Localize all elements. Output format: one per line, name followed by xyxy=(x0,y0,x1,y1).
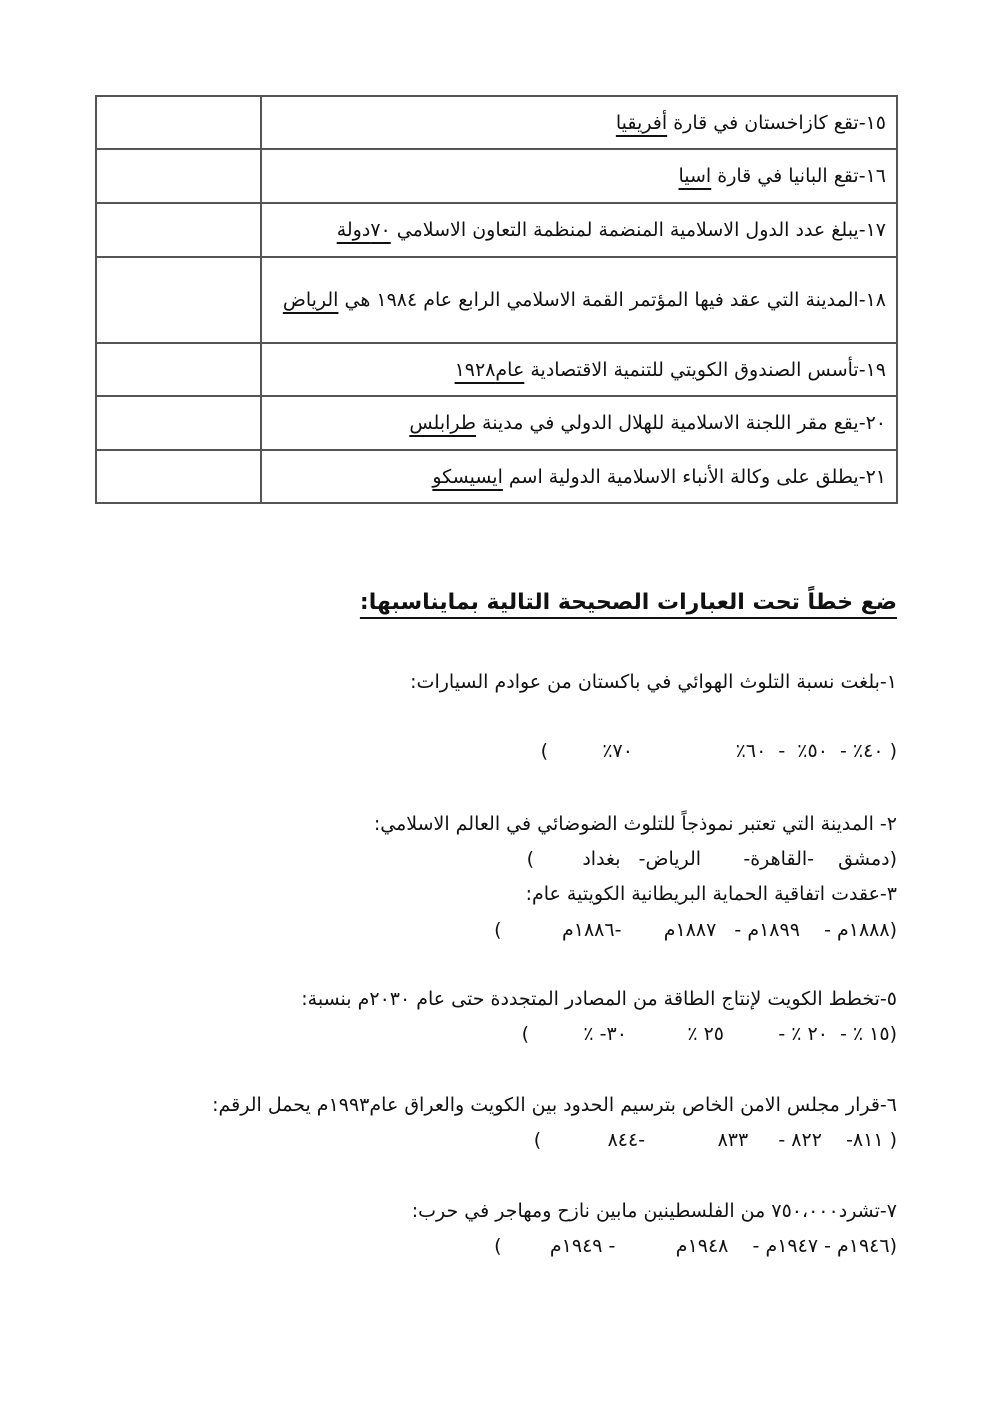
question-2-options[interactable]: (دمشق -القاهرة- الرياض- بغداد ) xyxy=(526,848,897,870)
underlined-term: عام١٩٢٨ xyxy=(454,358,525,381)
statement-cell xyxy=(261,149,897,203)
answer-cell[interactable] xyxy=(96,343,261,396)
underlined-term: ٧٠دولة xyxy=(336,219,391,241)
table-row xyxy=(96,396,897,450)
answer-cell[interactable] xyxy=(96,257,261,343)
table-row xyxy=(96,149,897,203)
statement-cell xyxy=(261,96,897,149)
statement-text: ٢١-يطلق على وكالة الأنباء الاسلامية الدولية اسم xyxy=(502,465,886,488)
statement-text: ١٧-يبلغ عدد الدول الاسلامية المنضمة لمنظمة التعاون الاسلامي xyxy=(390,219,886,241)
question-5: ٥-تخطط الكويت لإنتاج الطاقة من المصادر المتجددة حتى عام ٢٠٣٠م بنسبة: xyxy=(301,988,897,1010)
statement-cell xyxy=(261,203,897,257)
question-6-options[interactable]: ( ٨١١- ٨٢٢ - ٨٣٣ -٨٤٤ ) xyxy=(533,1129,897,1151)
question-3: ٣-عقدت اتفاقية الحماية البريطانية الكويتية عام: xyxy=(525,883,897,905)
underlined-term: ايسيسكو xyxy=(432,465,503,488)
statement-text: ١٥-تقع كازاخستان في قارة xyxy=(667,111,886,134)
answer-cell[interactable] xyxy=(96,96,261,149)
answer-cell[interactable] xyxy=(96,450,261,503)
statement-cell xyxy=(261,257,897,343)
statement-cell xyxy=(261,396,897,450)
true-false-table xyxy=(95,95,898,504)
underlined-term: الرياض xyxy=(282,289,339,311)
table-row xyxy=(96,257,897,343)
table-row xyxy=(96,450,897,503)
question-7: ٧-تشرد٧٥٠،٠٠٠ من الفلسطينين مابين نازح ومهاجر في حرب: xyxy=(411,1200,897,1222)
underlined-term: طرابلس xyxy=(409,412,476,434)
statement-text: ١٩-تأسس الصندوق الكويتي للتنمية الاقتصادية xyxy=(524,358,886,381)
underlined-term: أفريقيا xyxy=(615,111,668,134)
question-6: ٦-قرار مجلس الامن الخاص بترسيم الحدود بين الكويت والعراق عام١٩٩٣م يحمل الرقم: xyxy=(212,1094,897,1116)
answer-cell[interactable] xyxy=(96,203,261,257)
answer-cell[interactable] xyxy=(96,396,261,450)
table-row xyxy=(96,203,897,257)
statement-text: ١٦-تقع البانيا في قارة xyxy=(711,165,886,187)
question-7-options[interactable]: (١٩٤٦م - ١٩٤٧م - ١٩٤٨م - ١٩٤٩م ) xyxy=(494,1235,897,1257)
section-heading: ضع خطاً تحت العبارات الصحيحة التالية بمايناسبها: xyxy=(359,590,897,615)
underlined-term: اسيا xyxy=(678,165,712,187)
question-3-options[interactable]: (١٨٨٨م - ١٨٩٩م - ١٨٨٧م -١٨٨٦م ) xyxy=(494,919,897,941)
table-row xyxy=(96,96,897,149)
table-row xyxy=(96,343,897,396)
statement-text: ١٨-المدينة التي عقد فيها المؤتمر القمة الاسلامي الرابع عام ١٩٨٤ هي xyxy=(338,289,886,311)
answer-cell[interactable] xyxy=(96,149,261,203)
question-2: ٢- المدينة التي تعتبر نموذجاً للتلوث الضوضائي في العالم الاسلامي: xyxy=(373,813,897,835)
question-1-options[interactable]: ( ٤٠٪ - ٥٠٪ - ٦٠٪ ٧٠٪ ) xyxy=(540,740,897,762)
statement-cell xyxy=(261,450,897,503)
statement-cell xyxy=(261,343,897,396)
question-1: ١-بلغت نسبة التلوث الهوائي في باكستان من عوادم السيارات: xyxy=(410,671,897,693)
question-5-options[interactable]: (١٥ ٪ - ٢٠ ٪ - ٢٥ ٪ ٣٠- ٪ ) xyxy=(521,1023,897,1045)
statement-text: ٢٠-يقع مقر اللجنة الاسلامية للهلال الدولي في مدينة xyxy=(476,412,886,434)
